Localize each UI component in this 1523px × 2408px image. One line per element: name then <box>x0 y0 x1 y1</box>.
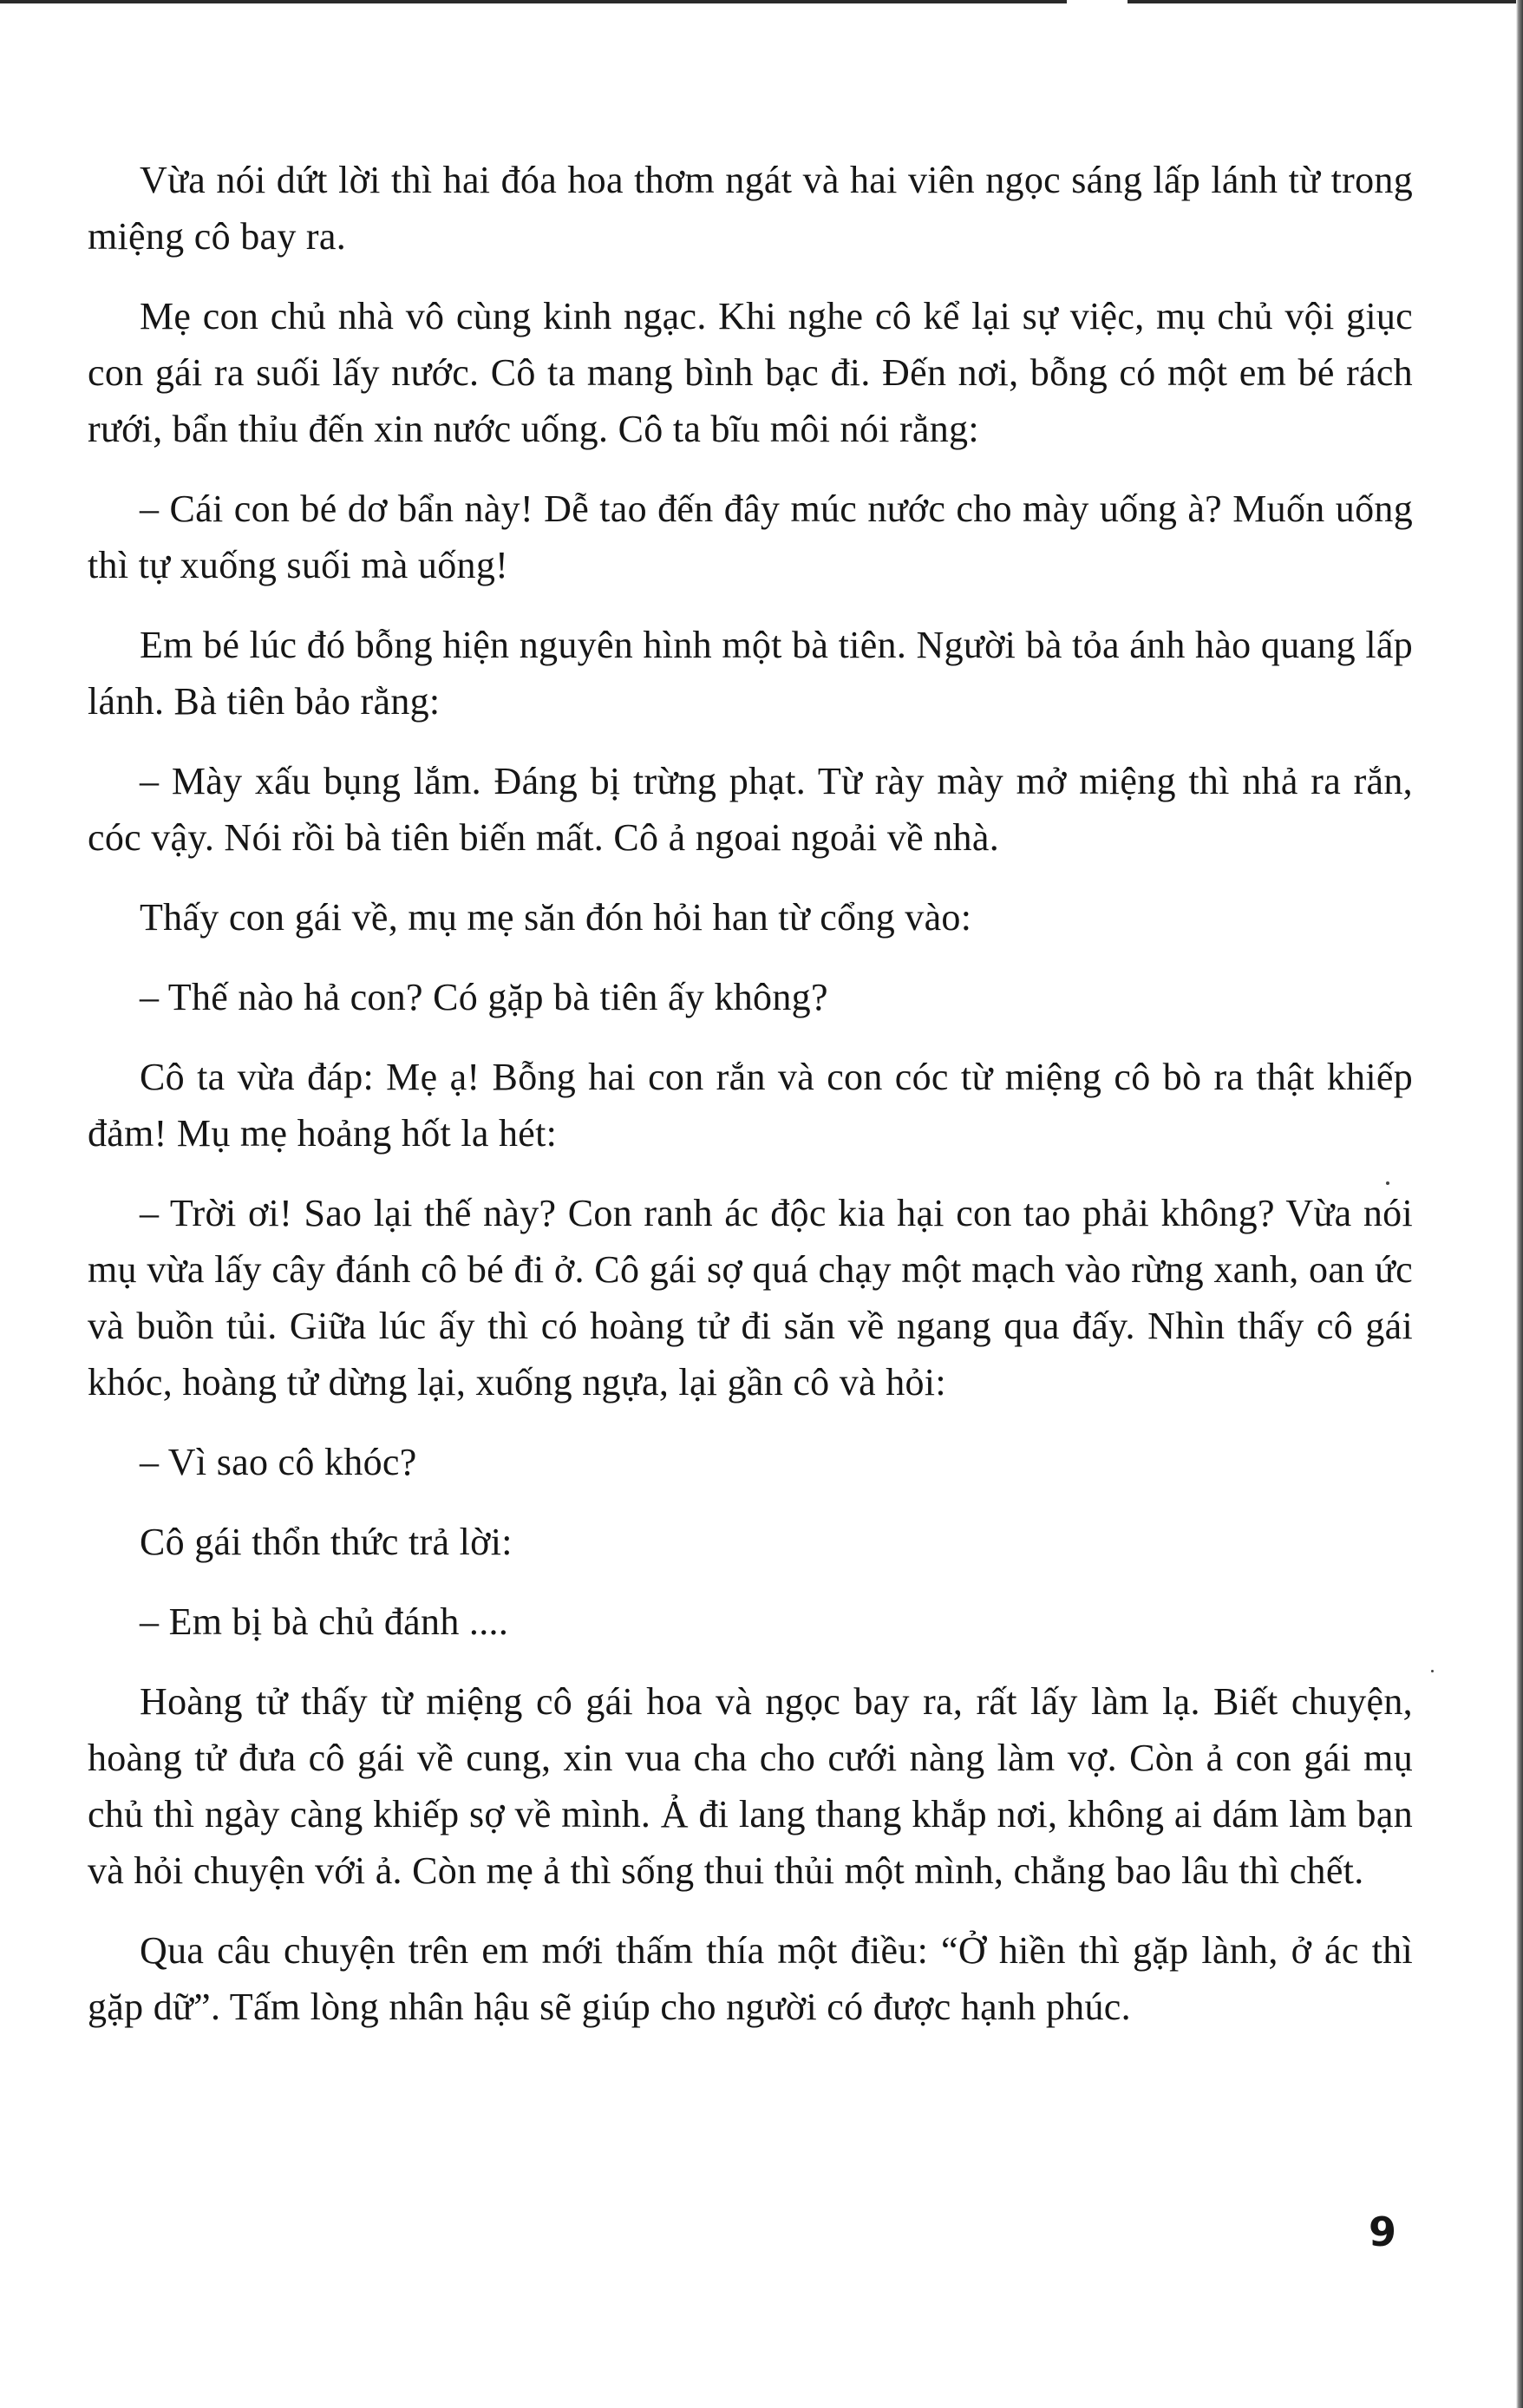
scan-speck <box>1431 1670 1434 1672</box>
dialogue-line: – Em bị bà chủ đánh .... <box>140 1600 509 1643</box>
paragraph: Qua câu chuyện trên em mới thấm thía một điều: “Ở hiền thì gặp lành, ở ác thì gặp dữ”. Tấm lòng nhân hậu sẽ giúp cho người có được hạnh phúc. <box>88 1929 1413 2028</box>
paragraph: Hoàng tử thấy từ miệng cô gái hoa và ngọc bay ra, rất lấy làm lạ. Biết chuyện, hoàng tử đưa cô gái về cung, xin vua cha cho cưới nàng làm vợ. Còn ả con gái mụ chủ thì ngày càng khiếp sợ về mình. Ả đi lang thang khắp nơi, không ai dám làm bạn và hỏi chuyện với ả. Còn mẹ ả thì sống thui thủi một mình, chẳng bao lâu thì chết. <box>88 1680 1413 1892</box>
page-number: 9 <box>1369 2208 1397 2255</box>
top-border-line <box>0 0 1523 3</box>
page-body <box>88 152 1413 2058</box>
paragraph: Mẹ con chủ nhà vô cùng kinh ngạc. Khi nghe cô kể lại sự việc, mụ chủ vội giục con gái ra suối lấy nước. Cô ta mang bình bạc đi. Đến nơi, bỗng có một em bé rách rưới, bẩn thỉu đến xin nước uống. Cô ta bĩu môi nói rằng: <box>88 295 1413 450</box>
paragraph: Cô ta vừa đáp: Mẹ ạ! Bỗng hai con rắn và con cóc từ miệng cô bò ra thật khiếp đảm! Mụ mẹ hoảng hốt la hét: <box>88 1056 1413 1155</box>
paragraph: Cô gái thổn thức trả lời: <box>140 1521 513 1563</box>
paragraph: Vừa nói dứt lời thì hai đóa hoa thơm ngát và hai viên ngọc sáng lấp lánh từ trong miệng cô bay ra. <box>88 159 1413 258</box>
paragraph: Em bé lúc đó bỗng hiện nguyên hình một bà tiên. Người bà tỏa ánh hào quang lấp lánh. Bà tiên bảo rằng: <box>88 624 1413 723</box>
dialogue-line: – Mày xấu bụng lắm. Đáng bị trừng phạt. Từ rày mày mở miệng thì nhả ra rắn, cóc vậy. Nói rồi bà tiên biến mất. Cô ả ngoai ngoải về nhà. <box>88 760 1413 859</box>
book-binding-edge <box>1516 0 1523 2408</box>
dialogue-line: – Trời ơi! Sao lại thế này? Con ranh ác độc kia hại con tao phải không? Vừa nói mụ vừa lấy cây đánh cô bé đi ở. Cô gái sợ quá chạy một mạch vào rừng xanh, oan ức và buồn tủi. Giữa lúc ấy thì có hoàng tử đi săn về ngang qua đấy. Nhìn thấy cô gái khóc, hoàng tử dừng lại, xuống ngựa, lại gần cô và hỏi: <box>88 1192 1413 1404</box>
dialogue-line: – Thế nào hả con? Có gặp bà tiên ấy không? <box>140 976 828 1018</box>
dialogue-line: – Vì sao cô khóc? <box>140 1441 417 1483</box>
scan-speck <box>1386 1181 1389 1185</box>
paragraph: Thấy con gái về, mụ mẹ săn đón hỏi han từ cổng vào: <box>140 896 972 939</box>
top-border-gap <box>1067 0 1128 3</box>
dialogue-line: – Cái con bé dơ bẩn này! Dễ tao đến đây múc nước cho mày uống à? Muốn uống thì tự xuống suối mà uống! <box>88 487 1413 586</box>
